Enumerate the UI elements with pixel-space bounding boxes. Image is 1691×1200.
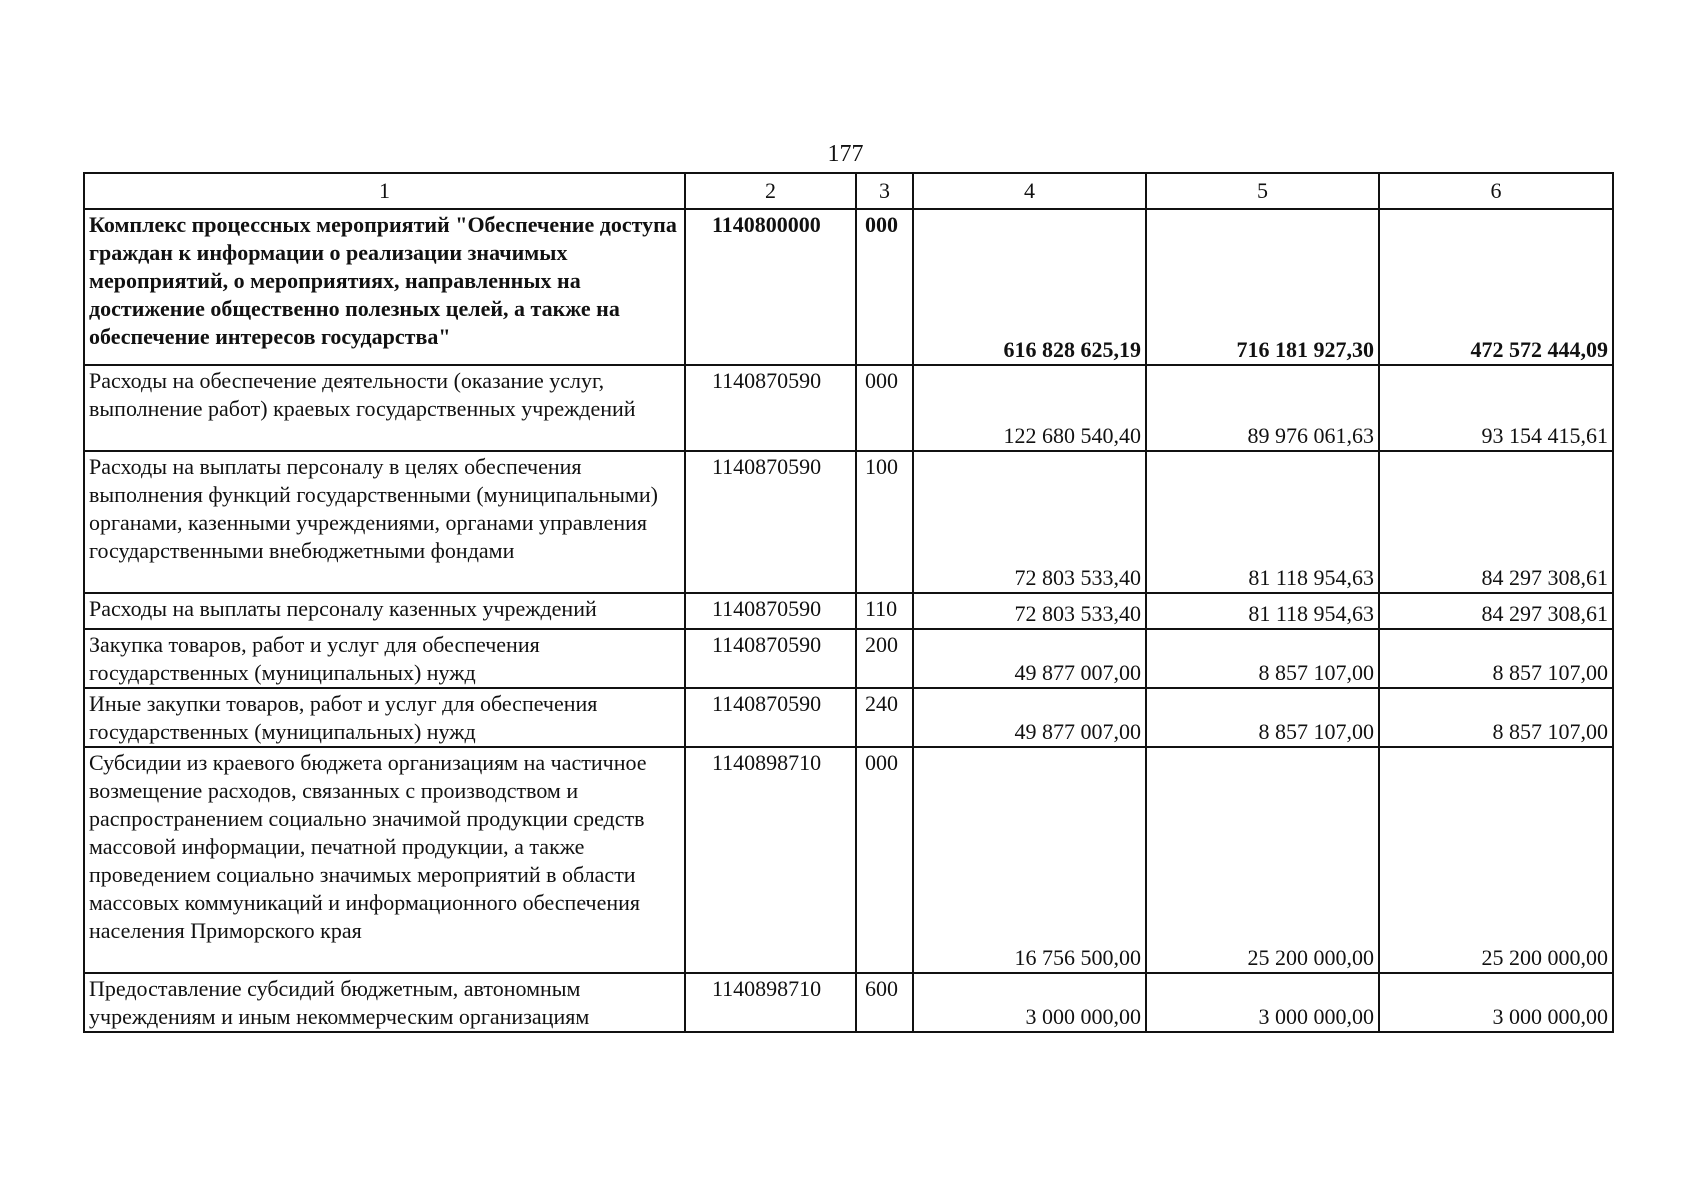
row-value-4: 122 680 540,40 [913,365,1146,451]
row-value-4: 3 000 000,00 [913,973,1146,1032]
row-code: 1140898710 [685,747,856,973]
header-row [84,173,1613,209]
row-value-5: 81 118 954,63 [1146,451,1379,593]
column-header-3: 3 [856,173,913,209]
column-header-2: 2 [685,173,856,209]
table-row [84,688,1613,747]
column-header-5: 5 [1146,173,1379,209]
budget-table [83,172,1614,1033]
row-name: Расходы на обеспечение деятельности (оказание услуг, выполнение работ) краевых государственных учреждений [84,365,685,451]
row-code: 1140898710 [685,973,856,1032]
table-row [84,747,1613,973]
row-name: Расходы на выплаты персоналу в целях обеспечения выполнения функций государственными (муниципальными) органами, казенными учреждениями, органами управления государственными внебюджетными фондами [84,451,685,593]
row-expense-type: 200 [856,629,913,688]
table-row [84,593,1613,629]
row-value-5: 8 857 107,00 [1146,629,1379,688]
row-name: Предоставление субсидий бюджетным, автономным учреждениям и иным некоммерческим организациям [84,973,685,1032]
table-row [84,209,1613,365]
row-value-4: 72 803 533,40 [913,451,1146,593]
row-name: Иные закупки товаров, работ и услуг для обеспечения государственных (муниципальных) нужд [84,688,685,747]
row-value-6: 472 572 444,09 [1379,209,1613,365]
row-code: 1140870590 [685,688,856,747]
row-expense-type: 000 [856,209,913,365]
column-header-6: 6 [1379,173,1613,209]
row-code: 1140800000 [685,209,856,365]
row-value-6: 84 297 308,61 [1379,593,1613,629]
row-expense-type: 600 [856,973,913,1032]
row-value-5: 3 000 000,00 [1146,973,1379,1032]
column-header-1: 1 [84,173,685,209]
row-value-5: 716 181 927,30 [1146,209,1379,365]
row-code: 1140870590 [685,365,856,451]
row-code: 1140870590 [685,593,856,629]
row-expense-type: 000 [856,747,913,973]
row-value-5: 89 976 061,63 [1146,365,1379,451]
row-value-4: 72 803 533,40 [913,593,1146,629]
row-value-6: 25 200 000,00 [1379,747,1613,973]
row-name: Комплекс процессных мероприятий "Обеспечение доступа граждан к информации о реализации значимых мероприятий, о мероприятиях, направленных на достижение общественно полезных целей, а также на обеспечение интересов государства" [84,209,685,365]
row-value-4: 616 828 625,19 [913,209,1146,365]
row-name: Закупка товаров, работ и услуг для обеспечения государственных (муниципальных) нужд [84,629,685,688]
table-row [84,451,1613,593]
row-value-5: 81 118 954,63 [1146,593,1379,629]
row-value-6: 93 154 415,61 [1379,365,1613,451]
row-value-4: 16 756 500,00 [913,747,1146,973]
row-value-6: 8 857 107,00 [1379,629,1613,688]
column-header-4: 4 [913,173,1146,209]
row-value-5: 8 857 107,00 [1146,688,1379,747]
row-value-4: 49 877 007,00 [913,688,1146,747]
row-value-5: 25 200 000,00 [1146,747,1379,973]
row-expense-type: 000 [856,365,913,451]
row-value-6: 8 857 107,00 [1379,688,1613,747]
row-expense-type: 240 [856,688,913,747]
table-row [84,365,1613,451]
row-code: 1140870590 [685,629,856,688]
table-row [84,629,1613,688]
page-number: 177 [827,141,864,167]
row-value-6: 3 000 000,00 [1379,973,1613,1032]
row-expense-type: 100 [856,451,913,593]
row-code: 1140870590 [685,451,856,593]
row-name: Субсидии из краевого бюджета организациям на частичное возмещение расходов, связанных с производством и распространением социально значимой продукции средств массовой информации, печатной продукции, а также проведением социально значимых мероприятий в области массовых коммуникаций и информационного обеспечения населения Приморского края [84,747,685,973]
row-value-6: 84 297 308,61 [1379,451,1613,593]
table-row [84,973,1613,1032]
row-name: Расходы на выплаты персоналу казенных учреждений [84,593,685,629]
row-expense-type: 110 [856,593,913,629]
row-value-4: 49 877 007,00 [913,629,1146,688]
